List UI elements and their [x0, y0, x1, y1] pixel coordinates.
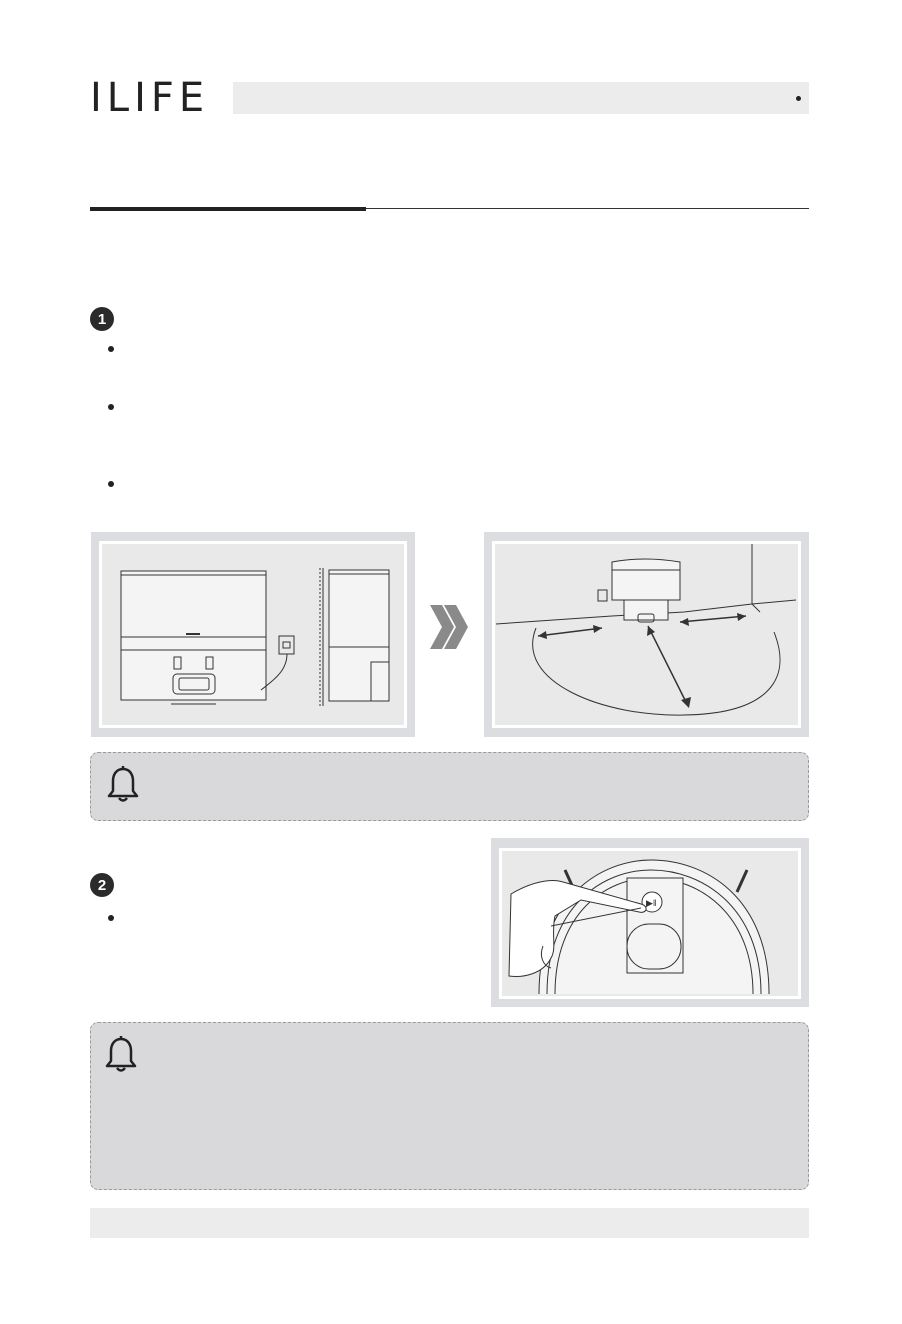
bell-icon — [106, 766, 140, 804]
brand-logo: ILIFE — [90, 75, 210, 121]
footer-bar — [90, 1208, 809, 1238]
dock-placement-clearance-illustration — [484, 532, 809, 737]
note-box-2 — [90, 1022, 809, 1190]
bullet-2 — [108, 404, 114, 410]
bullet-3 — [108, 481, 114, 487]
note-box-1 — [90, 752, 809, 821]
bell-icon — [104, 1036, 138, 1074]
robot-diagram — [491, 838, 809, 1007]
double-chevron-right-icon — [430, 605, 470, 649]
svg-text:▶ǁ: ▶ǁ — [646, 898, 657, 908]
bullet-1 — [108, 346, 114, 352]
header-bar — [233, 82, 809, 114]
dock-diagram — [91, 532, 415, 737]
header-dot — [796, 96, 801, 101]
robot-power-button-illustration — [491, 838, 809, 1007]
dock-front-side-illustration — [91, 532, 415, 737]
clearance-diagram — [484, 532, 809, 737]
step-1-badge: 1 — [90, 307, 114, 331]
bullet-4 — [108, 915, 114, 921]
step-2-badge: 2 — [90, 873, 114, 897]
section-rule-accent — [90, 207, 366, 211]
